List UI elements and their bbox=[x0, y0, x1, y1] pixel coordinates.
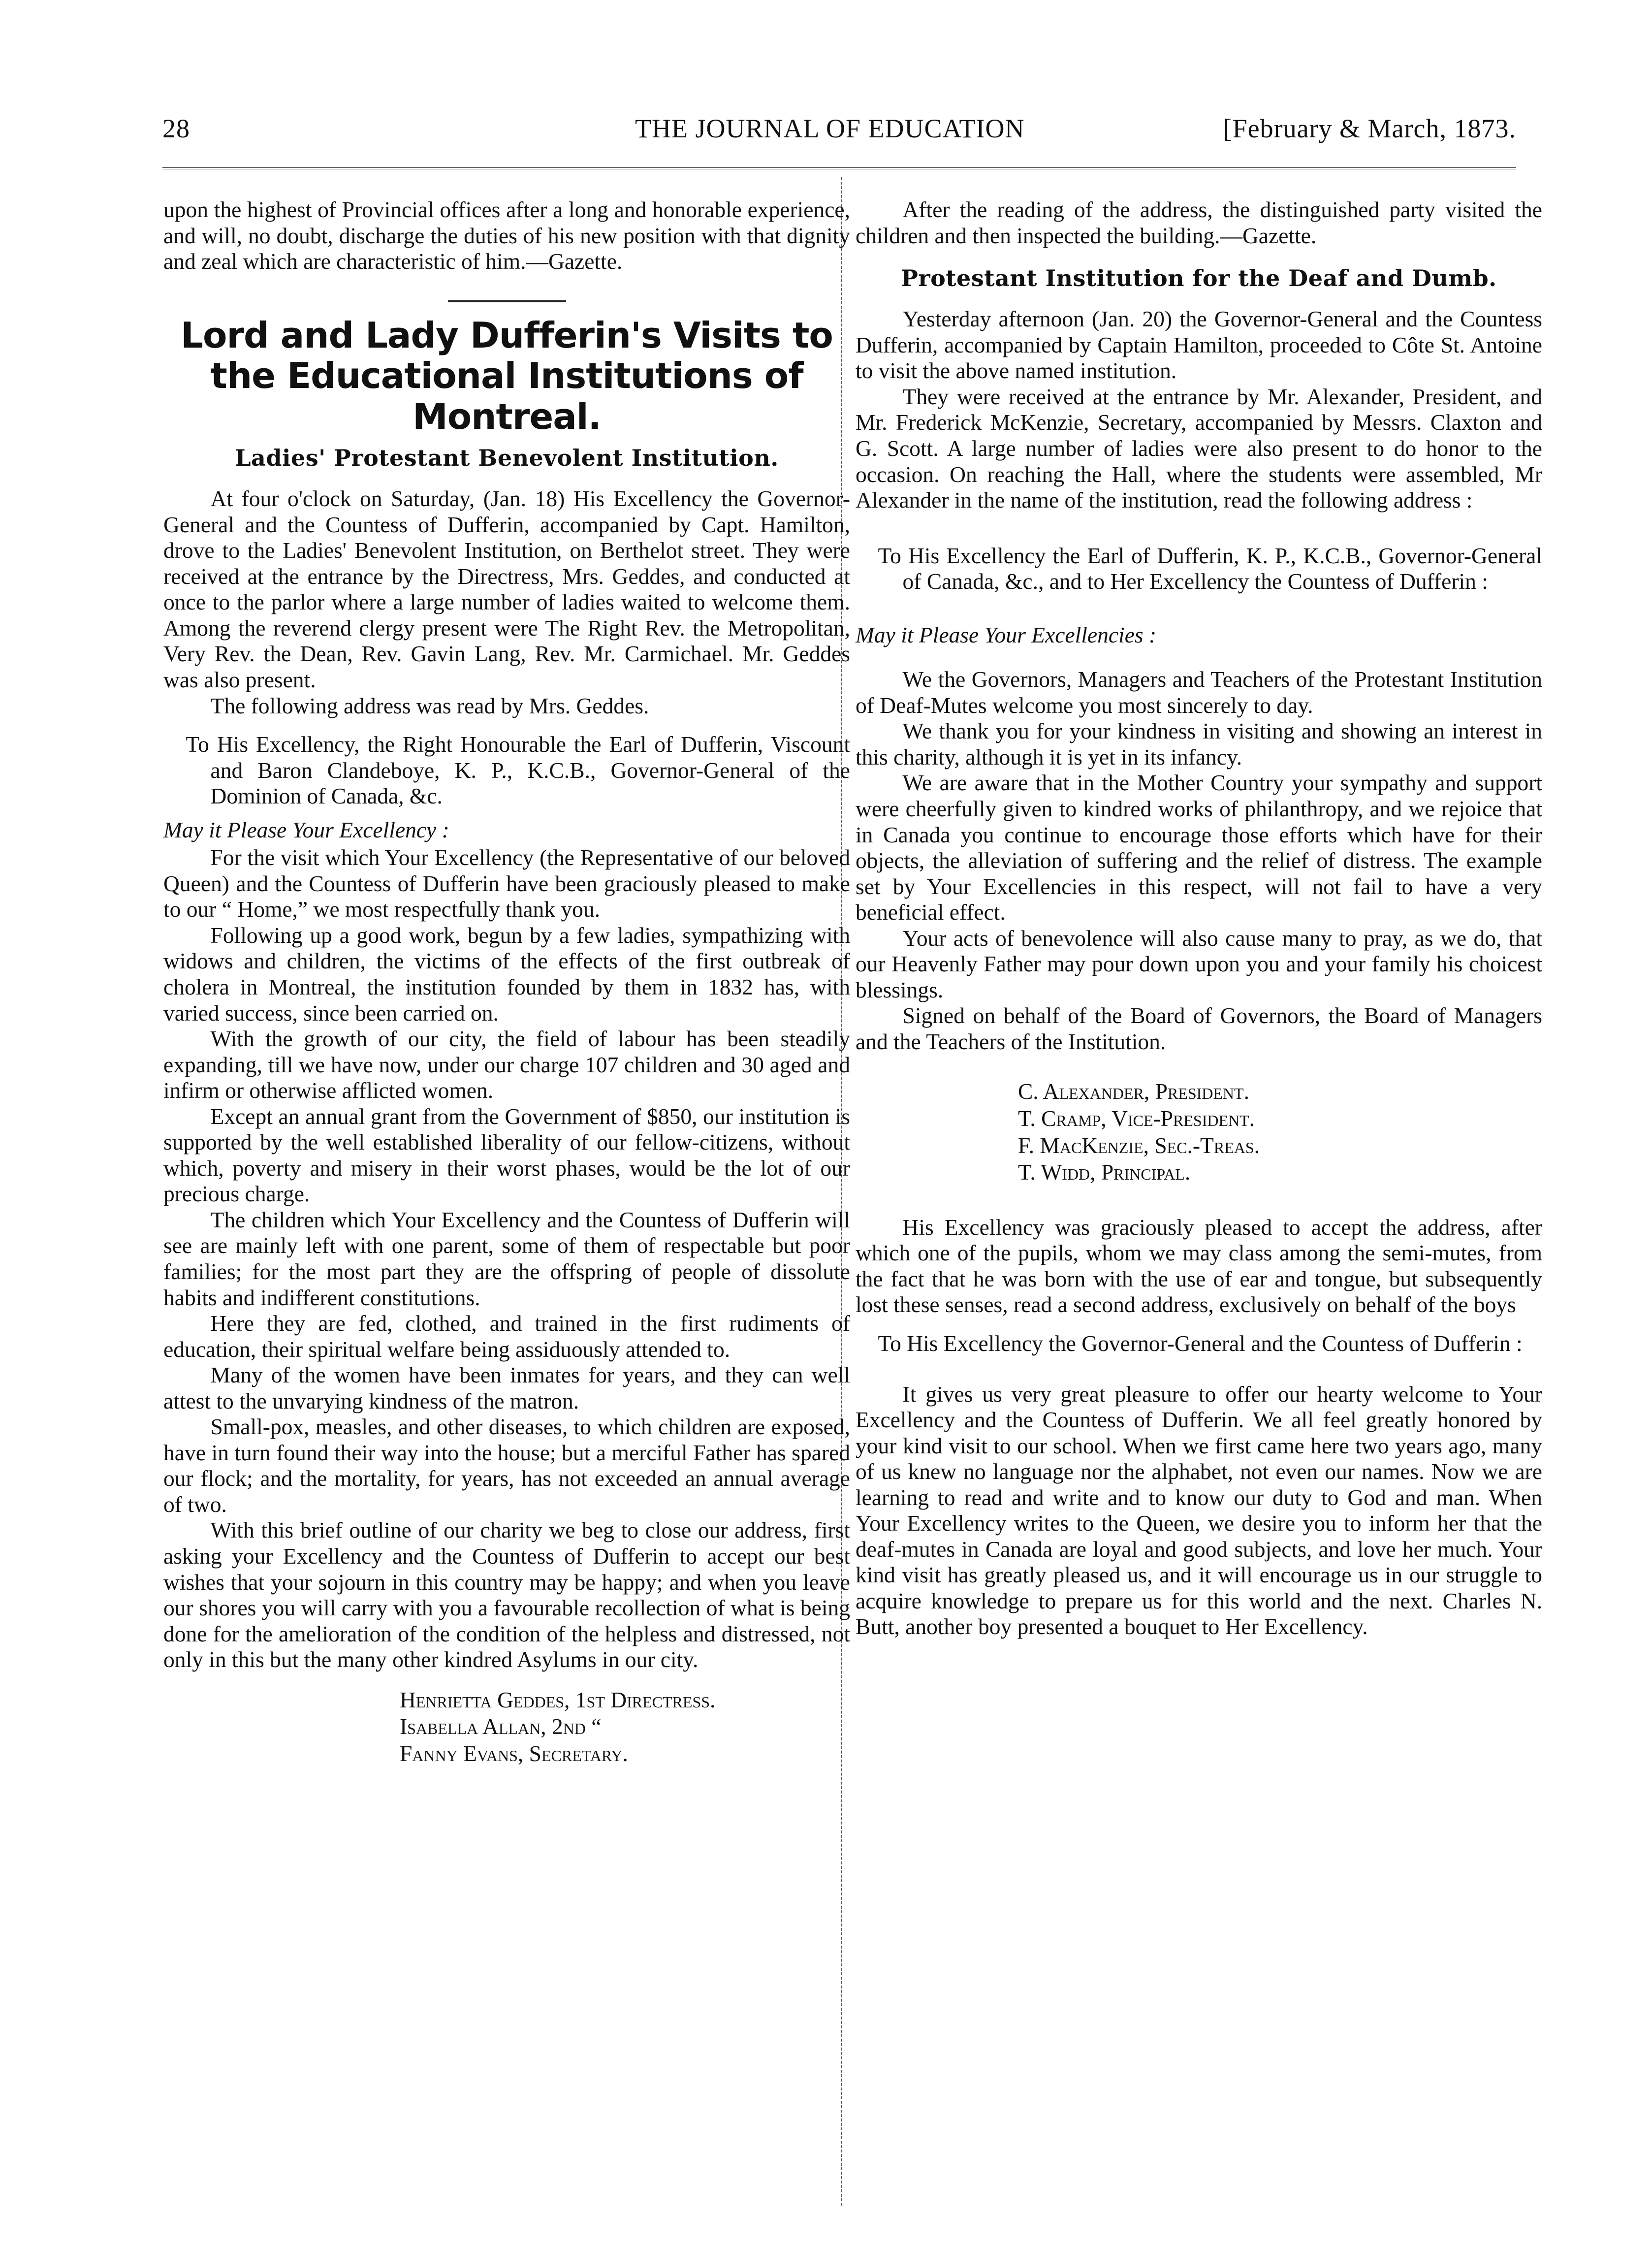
paragraph: His Excellency was graciously pleased to accept the address, after which one of the pupils, whom we may class among the semi-mutes, from the fact that he was born with the use of ear and tongue, but subsequently lost these senses, read a second address, exclusively on behalf of the boys bbox=[856, 1214, 1542, 1317]
journal-title: THE JOURNAL OF EDUCATION bbox=[635, 114, 1025, 143]
section-rule bbox=[448, 300, 566, 302]
paragraph: We are aware that in the Mother Country your sympathy and support were cheerfully given to kindred works of philanthropy, and we rejoice that in Canada you continue to encourage those efforts which have for their objects, the alleviation of suffering and the relief of distress. The example set by Your Excellencies in this respect, will not fail to have a very beneficial effect. bbox=[856, 770, 1542, 925]
paragraph: After the reading of the address, the distinguished party visited the children and then inspected the building.—Gazette. bbox=[856, 197, 1542, 248]
address-heading: To His Excellency the Earl of Dufferin, K. P., K.C.B., Governor-General of Canada, &c., and to Her Excellency the Countess of Dufferin : bbox=[878, 543, 1542, 594]
signature-line: Isabella Allan, 2nd “ bbox=[400, 1714, 602, 1739]
paragraph: Except an annual grant from the Government of $850, our institution is supported by the well established liberality of our fellow-citizens, without which, poverty and misery in their worst phases, would be the lot of our precious charge. bbox=[163, 1103, 850, 1207]
salutation: May it Please Your Excellencies : bbox=[856, 622, 1157, 647]
signature-block bbox=[1018, 1078, 1542, 1186]
address-heading: To His Excellency the Governor-General and the Countess of Dufferin : bbox=[878, 1331, 1523, 1356]
signature-block bbox=[400, 1687, 850, 1767]
signature-line: Fanny Evans, Secretary. bbox=[400, 1740, 628, 1766]
paragraph: For the visit which Your Excellency (the Representative of our beloved Queen) and the Countess of Dufferin have been graciously pleased to make to our “ Home,” we most respectfully thank you. bbox=[163, 845, 850, 922]
paragraph: At four o'clock on Saturday, (Jan. 18) His Excellency the Governor-General and the Countess of Dufferin, accompanied by Capt. Hamilton, drove to the Ladies' Benevolent Institution, on Berthelot street. They were received at the entrance by the Directress, Mrs. Geddes, and conducted at once to the parlor where a large number of ladies waited to welcome them. Among the reverend clergy present were The Right Rev. the Metropolitan, Very Rev. the Dean, Rev. Gavin Lang, Rev. Mr. Carmichael. Mr. Geddes was also present. bbox=[163, 486, 850, 692]
paragraph: Here they are fed, clothed, and trained in the first rudiments of education, their spiritual welfare being assiduously attended to. bbox=[163, 1311, 850, 1362]
paragraph: Signed on behalf of the Board of Governors, the Board of Managers and the Teachers of the Institution. bbox=[856, 1003, 1542, 1054]
paragraph: Yesterday afternoon (Jan. 20) the Governor-General and the Countess Dufferin, accompanied by Captain Hamilton, proceeded to Côte St. Antoine to visit the above named institution. bbox=[856, 306, 1542, 384]
salutation: May it Please Your Excellency : bbox=[163, 817, 449, 842]
signature-line: F. MacKenzie, Sec.-Treas. bbox=[1018, 1132, 1260, 1158]
paragraph: The children which Your Excellency and the Countess of Dufferin will see are mainly left with one parent, some of them of respectable but poor families; for the most part they are the offspring of people of dissolute habits and indifferent constitutions. bbox=[163, 1207, 850, 1310]
header-rule bbox=[162, 167, 1516, 169]
signature-line: Henrietta Geddes, 1st Directress. bbox=[400, 1687, 716, 1712]
right-column bbox=[856, 197, 1542, 1640]
paragraph: Small-pox, measles, and other diseases, to which children are exposed, have in turn found their way into the house; but a merciful Father has spared our flock; and the mortality, for years, has not exceeded an annual average of two. bbox=[163, 1414, 850, 1517]
paragraph: It gives us very great pleasure to offer our hearty welcome to Your Excellency and the Countess of Dufferin. We all feel greatly honored by your kind visit to our school. When we first came here two years ago, many of us knew no language nor the alphabet, not even our names. Now we are learning to read and write and to know our duty to God and man. When Your Excellency writes to the Queen, we desire you to inform her that the deaf-mutes in Canada are loyal and good subjects, and love her much. Your kind visit has greatly pleased us, and it will encourage us in our struggle to acquire knowledge to prepare us for this world and the next. Charles N. Butt, another boy presented a bouquet to Her Excellency. bbox=[856, 1381, 1542, 1639]
spacer bbox=[856, 514, 1542, 530]
paragraph: Your acts of benevolence will also cause many to pray, as we do, that our Heavenly Father may pour down upon you and your family his choicest blessings. bbox=[856, 925, 1542, 1002]
paragraph: We thank you for your kindness in visiting and showing an interest in this charity, although it is yet in its infancy. bbox=[856, 718, 1542, 770]
intro-continuation: upon the highest of Provincial offices after a long and honorable experience, and will, no doubt, discharge the duties of his new position with that dignity and zeal which are characteristic of him.—Gazette. bbox=[163, 197, 850, 274]
signature-line: T. Cramp, Vice-President. bbox=[1018, 1106, 1255, 1131]
spacer bbox=[856, 603, 1542, 619]
signature-line: C. Alexander, President. bbox=[1018, 1079, 1249, 1104]
spacer bbox=[856, 650, 1542, 667]
paragraph: Many of the women have been inmates for years, and they can well attest to the unvarying kindness of the matron. bbox=[163, 1362, 850, 1413]
paragraph: The following address was read by Mrs. Geddes. bbox=[210, 693, 649, 718]
section-title-ladies-institution: Ladies' Protestant Benevolent Institution. bbox=[235, 445, 779, 472]
article-title: Lord and Lady Dufferin's Visits to the Educational Institutions of Montreal. bbox=[181, 314, 833, 438]
left-column bbox=[163, 197, 850, 1767]
signature-line: T. Widd, Principal. bbox=[1018, 1159, 1191, 1185]
paragraph: Following up a good work, begun by a few ladies, sympathizing with widows and children, the victims of the effects of the first outbreak of cholera in Montreal, the institution founded by them in 1832 has, with varied success, since been carried on. bbox=[163, 922, 850, 1026]
paragraph: They were received at the entrance by Mr. Alexander, President, and Mr. Frederick McKenzie, Secretary, accompanied by Messrs. Claxton and G. Scott. A large number of ladies were also present to do honor to the occasion. On reaching the Hall, where the students were assembled, Mr Alexander in the name of the institution, read the following address : bbox=[856, 384, 1542, 513]
address-heading: To His Excellency, the Right Honourable the Earl of Dufferin, Viscount and Baron Clandeboye, K. P., K.C.B., Governor-General of the Dominion of Canada, &c. bbox=[186, 732, 850, 809]
paragraph: With the growth of our city, the field of labour has been steadily expanding, till we have now, under our charge 107 children and 30 aged and infirm or otherwise afflicted women. bbox=[163, 1026, 850, 1103]
issue-date: [February & March, 1873. bbox=[1223, 114, 1516, 143]
section-title-deaf-institution: Protestant Institution for the Deaf and Dumb. bbox=[901, 265, 1497, 292]
spacer bbox=[856, 1365, 1542, 1381]
paragraph: With this brief outline of our charity we beg to close our address, first asking your Excellency and the Countess of Dufferin to accept our best wishes that your sojourn in this country may be happy; and when you leave our shores you will carry with you a favourable recollection of what is being done for the amelioration of the condition of the helpless and distressed, not only in this but the many other kindred Asylums in our city. bbox=[163, 1517, 850, 1672]
page-header bbox=[162, 109, 1516, 154]
page-number: 28 bbox=[162, 114, 190, 143]
paragraph: We the Governors, Managers and Teachers of the Protestant Institution of Deaf-Mutes welcome you most sincerely to day. bbox=[856, 667, 1542, 718]
